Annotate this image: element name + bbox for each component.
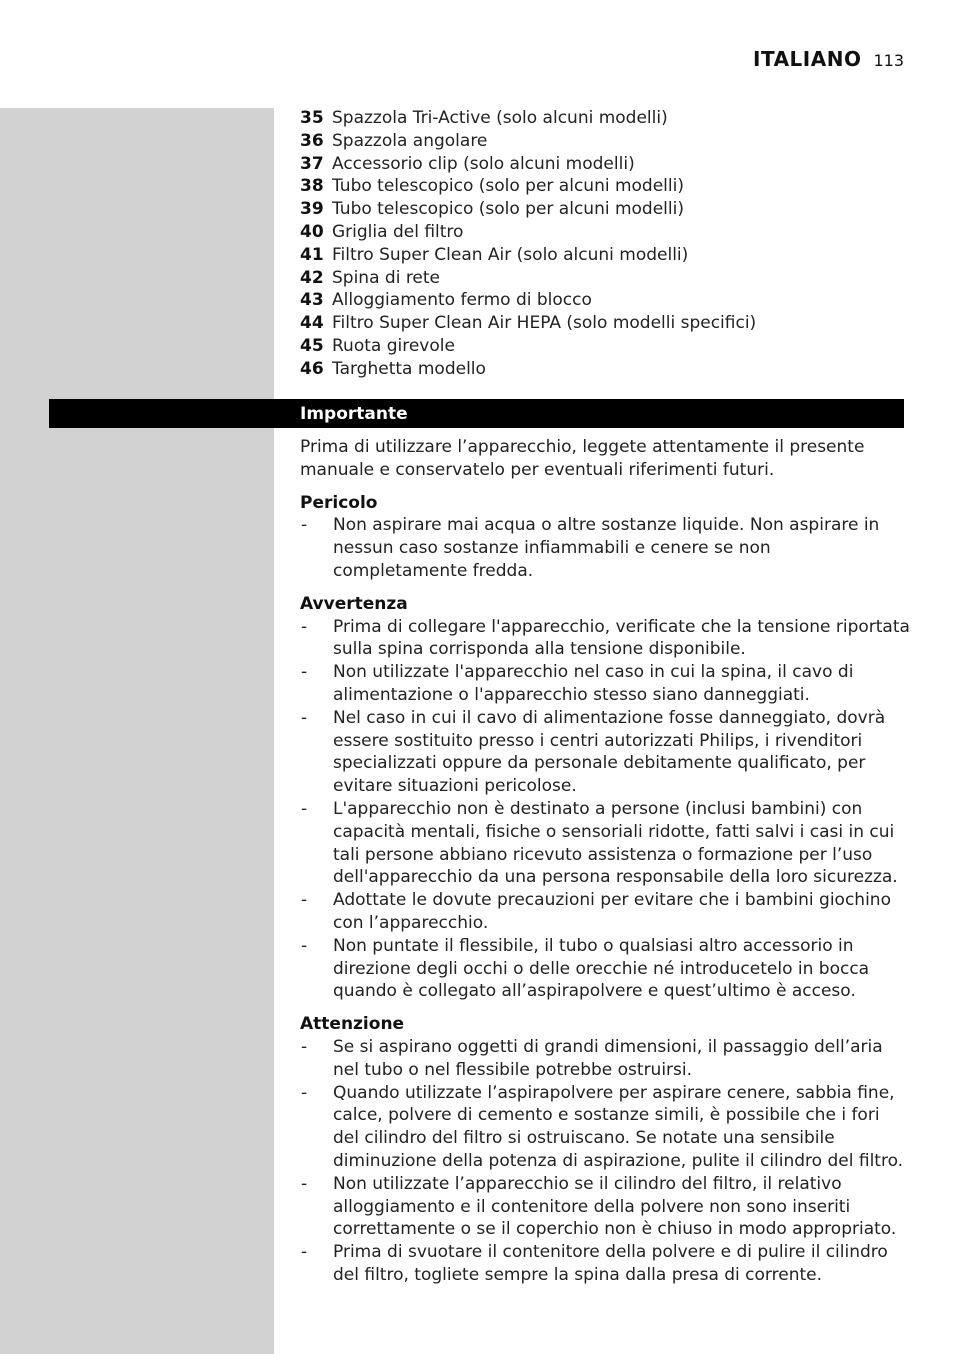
part-label: Spazzola Tri-Active (solo alcuni modelli)	[332, 108, 668, 128]
list-item	[300, 707, 910, 798]
part-label: Tubo telescopico (solo per alcuni modelli)	[332, 199, 684, 220]
section-title-bar	[49, 399, 904, 428]
attenzione-heading: Attenzione	[300, 1014, 405, 1035]
bullet-dash: -	[301, 707, 308, 728]
list-item	[300, 289, 910, 312]
language-label: ITALIANO	[753, 47, 862, 71]
item-text: Non aspirare mai acqua o altre sostanze liquide. Non aspirare in nessun caso sostanze infiammabili e cenere se non completamente fredda.	[333, 515, 880, 581]
list-item	[300, 221, 910, 244]
part-number: 42	[300, 267, 324, 288]
item-text: L'apparecchio non è destinato a persone (inclusi bambini) con capacità mentali, fisiche o sensoriali ridotte, fatti salvi i casi in cui tali persone abbiano ricevuto assistenza o formazione per l’uso dell'apparecchio da una persona responsabile della loro sicurezza.	[333, 798, 898, 888]
list-item	[300, 267, 910, 290]
part-number: 40	[300, 221, 324, 242]
bullet-dash: -	[301, 1173, 308, 1194]
page-header	[753, 47, 904, 71]
list-item	[300, 153, 910, 176]
item-text: Prima di collegare l'apparecchio, verificate che la tensione riportata sulla spina corrisponda alla tensione disponibile.	[333, 616, 910, 660]
bullet-dash: -	[301, 1036, 308, 1057]
avvertenza-list	[300, 616, 910, 1004]
bullet-dash: -	[301, 616, 308, 637]
part-number: 43	[300, 290, 324, 311]
item-text: Non puntate il flessibile, il tubo o qualsiasi altro accessorio in direzione degli occhi o delle orecchie né introducetelo in bocca quando è collegato all’aspirapolvere e quest’ultimo è acceso.	[333, 935, 870, 1002]
list-item	[300, 798, 910, 889]
pericolo-list	[300, 514, 910, 582]
list-item	[300, 130, 910, 153]
item-text: Non utilizzate l’apparecchio se il cilindro del filtro, il relativo alloggiamento e il contenitore della polvere non sono inseriti correttamente o se il coperchio non è chiuso in modo appropriato.	[333, 1173, 897, 1240]
bullet-dash: -	[301, 1242, 308, 1263]
part-label: Alloggiamento fermo di blocco	[332, 290, 592, 311]
parts-list	[300, 107, 910, 381]
part-number: 39	[300, 199, 324, 220]
list-item	[300, 358, 910, 381]
list-item	[300, 889, 910, 935]
list-item	[300, 1036, 910, 1082]
item-text: Nel caso in cui il cavo di alimentazione fosse danneggiato, dovrà essere sostituito presso i centri autorizzati Philips, i rivenditori specializzati oppure da personale debitamente qualificato, per evitare situazioni pericolose.	[333, 707, 886, 797]
list-item	[300, 312, 910, 335]
intro-paragraph: Prima di utilizzare l’apparecchio, leggete attentamente il presente manuale e conservatelo per eventuali riferimenti futuri.	[300, 437, 865, 480]
part-number: 44	[300, 313, 324, 334]
avvertenza-heading: Avvertenza	[300, 593, 408, 614]
list-item	[300, 616, 910, 662]
part-number: 46	[300, 358, 324, 379]
bullet-dash: -	[301, 515, 308, 536]
list-item	[300, 514, 910, 582]
part-label: Ruota girevole	[332, 335, 455, 356]
item-text: Quando utilizzate l’aspirapolvere per aspirare cenere, sabbia fine, calce, polvere di cemento e sostanze simili, è possibile che i fori del cilindro del filtro si ostruiscano. Se notate una sensibile diminuzione della potenza di aspirazione, pulite il cilindro del filtro.	[333, 1082, 904, 1171]
item-text: Se si aspirano oggetti di grandi dimensioni, il passaggio dell’aria nel tubo o nel flessibile potrebbe ostruirsi.	[333, 1036, 883, 1080]
part-label: Targhetta modello	[332, 358, 486, 379]
list-item	[300, 175, 910, 198]
list-item	[300, 198, 910, 221]
part-number: 36	[300, 130, 324, 151]
part-label: Accessorio clip (solo alcuni modelli)	[332, 153, 635, 174]
bullet-dash: -	[301, 935, 308, 956]
item-text: Adottate le dovute precauzioni per evitare che i bambini giochino con l’apparecchio.	[333, 890, 891, 933]
part-label: Griglia del filtro	[332, 221, 464, 242]
list-item	[300, 1173, 910, 1241]
part-label: Filtro Super Clean Air (solo alcuni modelli)	[332, 244, 689, 265]
list-item	[300, 661, 910, 707]
safety-text	[300, 436, 910, 1297]
list-item	[300, 935, 910, 1003]
bullet-dash: -	[301, 662, 308, 683]
side-margin-band	[0, 108, 274, 1354]
pericolo-heading: Pericolo	[300, 492, 378, 513]
list-item	[300, 335, 910, 358]
list-item	[300, 1241, 910, 1287]
part-number: 38	[300, 176, 324, 197]
part-label: Tubo telescopico (solo per alcuni modelli)	[332, 176, 684, 197]
item-text: Prima di svuotare il contenitore della polvere e di pulire il cilindro del filtro, togliete sempre la spina dalla presa di corrente.	[333, 1242, 888, 1285]
part-label: Filtro Super Clean Air HEPA (solo modelli specifici)	[332, 313, 757, 334]
part-number: 35	[300, 108, 324, 128]
list-item	[300, 244, 910, 267]
part-number: 37	[300, 153, 324, 174]
bullet-dash: -	[301, 1082, 308, 1103]
page-number: 113	[873, 51, 904, 70]
bullet-dash: -	[301, 798, 308, 819]
section-title: Importante	[300, 403, 408, 424]
part-label: Spazzola angolare	[332, 130, 488, 151]
bullet-dash: -	[301, 890, 308, 911]
item-text: Non utilizzate l'apparecchio nel caso in cui la spina, il cavo di alimentazione o l'apparecchio stesso siano danneggiati.	[333, 662, 854, 705]
list-item	[300, 1082, 910, 1173]
part-label: Spina di rete	[332, 267, 441, 288]
part-number: 45	[300, 335, 324, 356]
list-item	[300, 107, 910, 130]
part-number: 41	[300, 244, 324, 265]
attenzione-list	[300, 1036, 910, 1287]
